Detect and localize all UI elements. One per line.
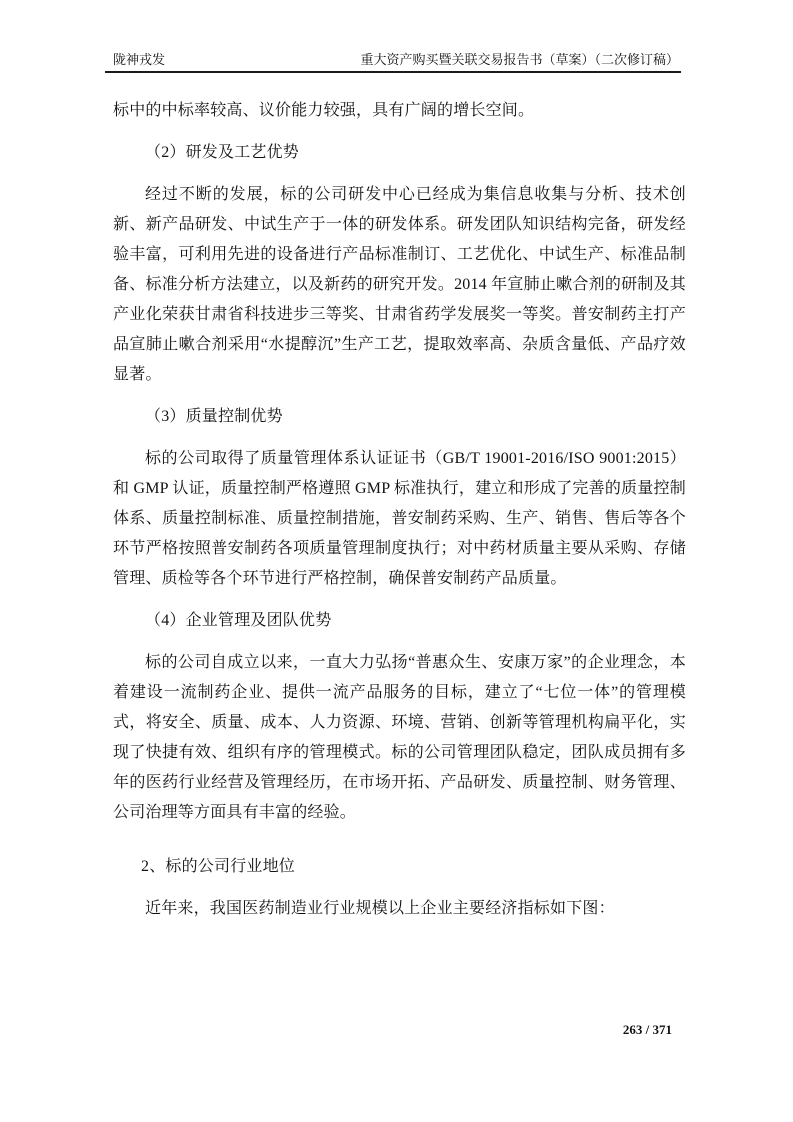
section-heading: （3）质量控制优势 [145,408,283,425]
document-body [113,96,686,936]
body-paragraph: 标中的中标率较高、议价能力较强，具有广阔的增长空间。 [113,102,535,119]
section-heading: （2）研发及工艺优势 [145,144,300,161]
section-heading: 2、标的公司行业地位 [141,858,296,875]
page-header [105,52,681,73]
body-paragraph: 标的公司取得了质量管理体系认证证书（GB/T 19001-2016/ISO 9001:2015）和 GMP 认证，质量控制严格遵照 GMP 标准执行，建立和形成了完善的质量控制体系、质量控制标准、质量控制措施，普安制药采购、生产、销售、售后等各个环节严格按照普安制药各项质量管理制度执行；对中药材质量主要从采购、存储管理、质检等各个环节进行严格控制，确保普安制药产品质量。 [113,450,686,587]
body-paragraph: 标的公司自成立以来，一直大力弘扬“普惠众生、安康万家”的企业理念，本着建设一流制药企业、提供一流产品服务的目标，建立了“七位一体”的管理模式，将安全、质量、成本、人力资源、环境、营销、创新等管理机构扁平化，实现了快捷有效、组织有序的管理模式。标的公司管理团队稳定，团队成员拥有多年的医药行业经营及管理经历，在市场开拓、产品研发、质量控制、财务管理、公司治理等方面具有丰富的经验。 [113,654,686,821]
page-number: 263 / 371 [622,1022,672,1037]
body-paragraph: 经过不断的发展，标的公司研发中心已经成为集信息收集与分析、技术创新、新产品研发、中试生产于一体的研发体系。研发团队知识结构完备，研发经验丰富，可利用先进的设备进行产品标准制订、工艺优化、中试生产、标准品制备、标准分析方法建立，以及新药的研究开发。2014 年宣肺止嗽合剂的研制及其产业化荣获甘肃省科技进步三等奖、甘肃省药学发展奖一等奖。普安制药主打产品宣肺止嗽合剂采用“水提醇沉”生产工艺，提取效率高、杂质含量低、产品疗效显著。 [113,186,686,383]
body-paragraph: 近年来，我国医药制造业行业规模以上企业主要经济指标如下图： [145,900,615,917]
section-heading: （4）企业管理及团队优势 [145,612,332,629]
header-company-name: 陇神戎发 [113,52,166,67]
header-report-title: 重大资产购买暨关联交易报告书（草案）（二次修订稿） [360,52,679,67]
